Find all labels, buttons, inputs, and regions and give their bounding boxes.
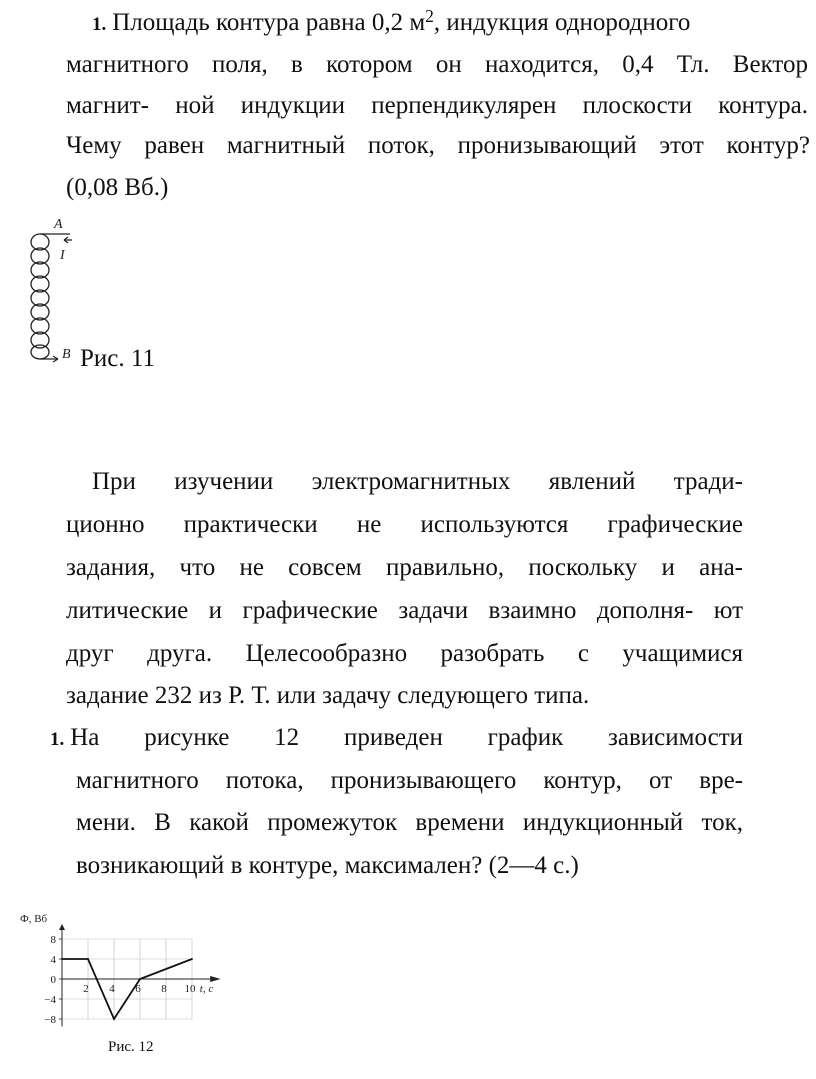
flux-data-point [113,1018,115,1020]
problem1-line4: Чему равен магнитный поток, пронизывающий этот контур? [66,132,810,159]
y-tick-label: 0 [50,974,56,986]
y-tick-label: −8 [44,1014,56,1026]
y-axis-label: Ф, Вб [20,913,48,925]
x-axis-arrow-icon [210,976,220,982]
x-tick-label: 8 [161,983,167,995]
y-tick-label: −4 [44,994,56,1006]
figure11-label-a: A [54,217,63,232]
x-tick-label: 10 [184,983,196,995]
x-tick-label: 2 [83,983,89,995]
y-tick-label: 4 [50,954,56,966]
figure12-flux-chart [14,902,254,1032]
flux-data-point [87,958,89,960]
problem2-line3: мени. В какой промежуток времени индукционный ток, [76,809,743,836]
problem1-text-b: , индукция однородного [433,9,691,36]
problem1-line3: магнит- ной индукции перпендикулярен плоскости контура. [66,92,808,119]
figure11-label-b: B [62,347,71,362]
paragraph-line-5: друг друга. Целесообразно разобрать с учащимися [66,640,743,667]
problem1-number: 1. [92,14,107,35]
problem2-text-1: На рисунке 12 приведен график зависимости [70,724,743,751]
problem1-superscript: 2 [425,6,434,27]
flux-data-point [61,958,63,960]
y-tick-label: 8 [50,934,56,946]
problem1-text-a: Площадь контура равна 0,2 м [112,9,426,36]
problem2-line4: возникающий в контуре, максимален? (2—4 с.) [76,852,579,879]
flux-data-point [139,978,141,980]
flux-series-line [62,959,192,1019]
paragraph-line-3: задания, что не совсем правильно, поскольку и ана- [66,554,743,581]
problem1-answer: (0,08 Вб.) [66,174,169,201]
figure11-coil-diagram [20,212,80,372]
problem2-number: 1. [50,729,65,750]
paragraph-line-4: литические и графические задачи взаимно дополня- ют [66,597,743,624]
figure11-caption: Рис. 11 [80,345,155,372]
x-tick-label: 4 [109,983,115,995]
paragraph-line-2: ционно практически не используются графические [66,511,743,538]
paragraph-line-1: При изучении электромагнитных явлений тради- [92,468,743,495]
problem1-line2: магнитного поля, в котором он находится, 0,4 Тл. Вектор [66,51,808,78]
x-axis-label: t, с [199,983,214,995]
x-tick-label: 6 [135,983,141,995]
y-axis-arrow-icon [59,924,65,930]
flux-data-point [191,958,193,960]
current-arrow-icon [64,237,72,243]
figure11-label-i: I [60,248,65,263]
paragraph-line-6: задание 232 из Р. Т. или задачу следующего типа. [66,682,590,709]
problem2-line2: магнитного потока, пронизывающего контур, от вре- [76,767,743,794]
figure12-caption: Рис. 12 [108,1039,154,1055]
problem1-line1 [92,8,808,40]
problem2-line1 [50,723,743,755]
